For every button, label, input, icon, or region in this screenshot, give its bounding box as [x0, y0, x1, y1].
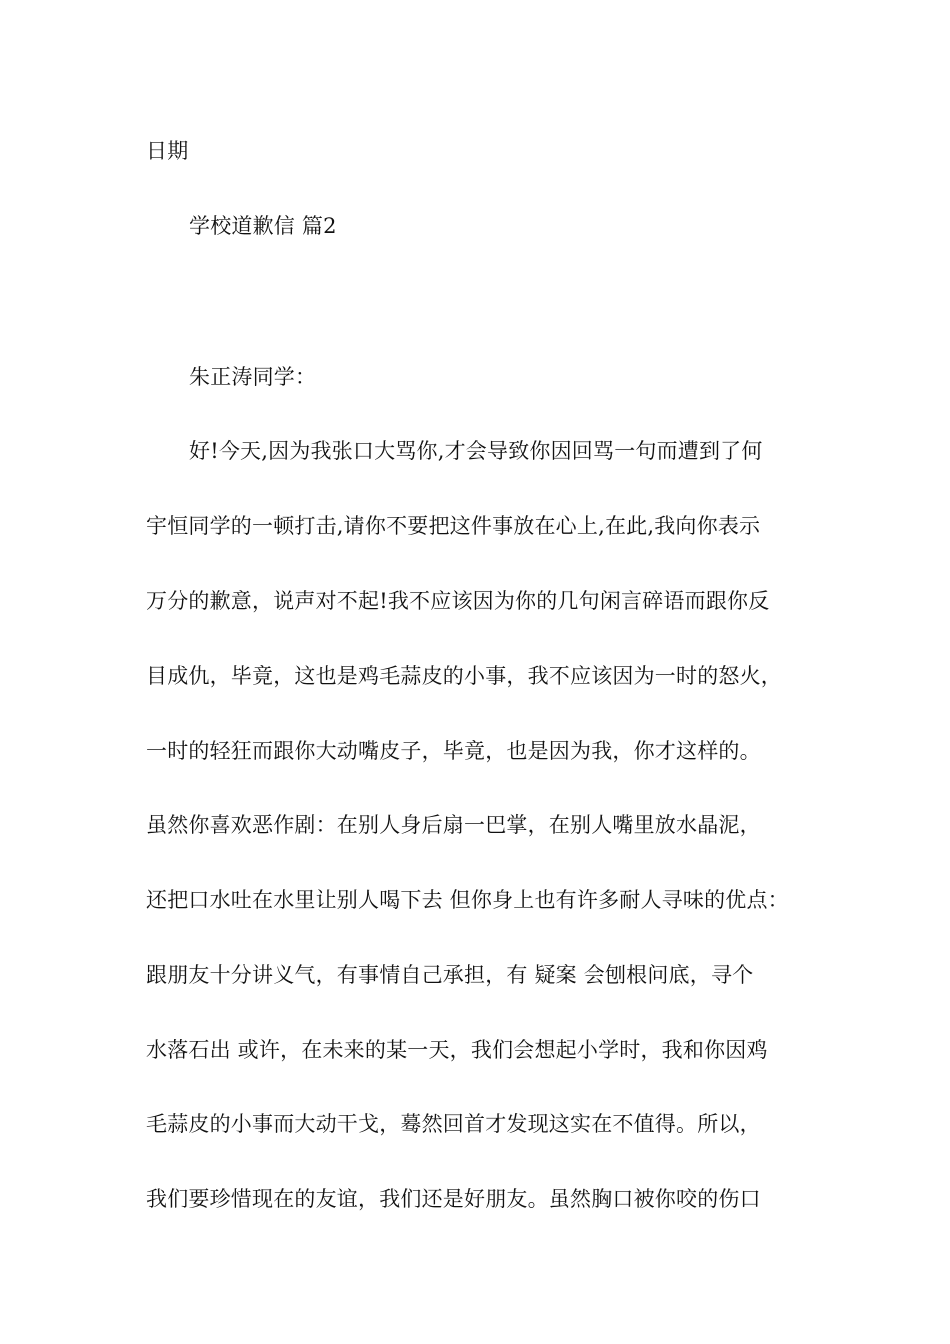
body-line-9: 水落石出 或许，在未来的某一天，我们会想起小学时，我和你因鸡 — [146, 1038, 768, 1062]
body-line-2: 宇恒同学的一顿打击,请你不要把这件事放在心上,在此,我向你表示 — [146, 514, 761, 538]
date-label: 日期 — [146, 139, 189, 163]
body-line-1: 好!今天,因为我张口大骂你,才会导致你因回骂一句而遭到了何 — [189, 439, 763, 463]
body-line-4: 目成仇，毕竟，这也是鸡毛蒜皮的小事，我不应该因为一时的怒火， — [146, 664, 782, 688]
body-line-8: 跟朋友十分讲义气，有事情自己承担，有 疑案 会刨根问底，寻个 — [146, 963, 754, 987]
body-line-10: 毛蒜皮的小事而大动干戈，蓦然回首才发现这实在不值得。所以， — [146, 1112, 761, 1136]
body-line-6: 虽然你喜欢恶作剧：在别人身后扇一巴掌，在别人嘴里放水晶泥， — [146, 813, 761, 837]
section-title: 学校道歉信 篇2 — [189, 214, 337, 238]
body-line-3: 万分的歉意，说声对不起!我不应该因为你的几句闲言碎语而跟你反 — [146, 589, 770, 613]
body-line-5: 一时的轻狂而跟你大动嘴皮子，毕竟，也是因为我，你才这样的。 — [146, 739, 761, 763]
body-line-11: 我们要珍惜现在的友谊，我们还是好朋友。虽然胸口被你咬的伤口 — [146, 1187, 761, 1211]
letter-salutation: 朱正涛同学： — [189, 365, 317, 389]
body-line-7: 还把口水吐在水里让别人喝下去 但你身上也有许多耐人寻味的优点： — [146, 888, 789, 912]
